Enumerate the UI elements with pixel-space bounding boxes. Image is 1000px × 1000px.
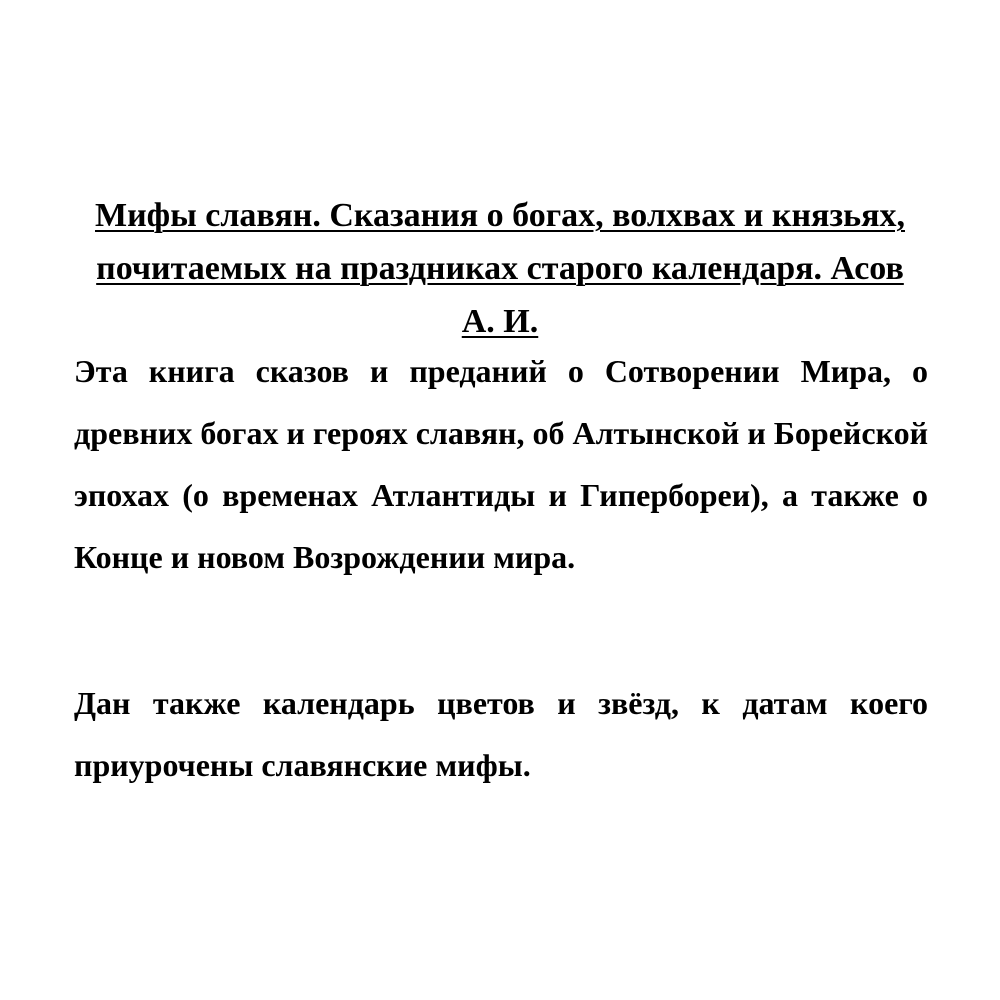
book-title: Мифы славян. Сказания о богах, волхвах и князьях, почитаемых на праздниках старого календаря. Асов А. И. xyxy=(95,197,905,340)
description-paragraph-2: Дан также календарь цветов и звёзд, к датам коего приурочены славянские мифы. xyxy=(74,685,928,783)
description-paragraph-1: Эта книга сказов и преданий о Сотворении Мира, о древних богах и героях славян, об Алтынской и Борейской эпохах (о временах Атлантиды и Гипербореи), а также о Конце и новом Возрождении мира. xyxy=(74,353,929,575)
